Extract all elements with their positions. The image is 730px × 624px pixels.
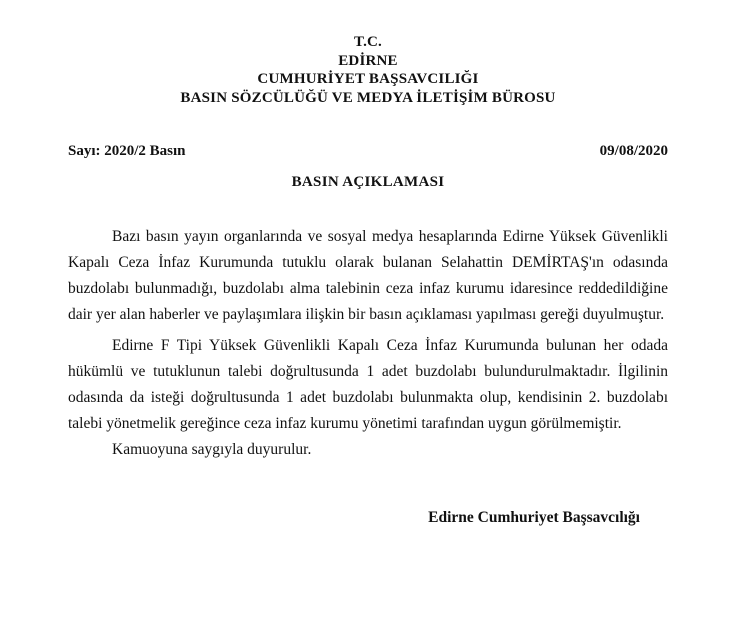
paragraph-explanation: Edirne F Tipi Yüksek Güvenlikli Kapalı Ceza İnfaz Kurumunda bulunan her odada hükümlü ve tutuklunun talebi doğrultusunda 1 adet buzdolabı bulundurulmaktadır. İlgilinin odasında da isteği doğrultusunda 1 adet buzdolabı bulunmakta olup, kendisinin 2. buzdolabı talebi yönetmelik gereğince ceza infaz kurumu yönetimi tarafından uygun görülmemiştir. (68, 337, 668, 432)
letterhead-line-office: CUMHURİYET BAŞSAVCILIĞI (257, 71, 479, 87)
closing-line: Kamuoyuna saygıyla duyurulur. (112, 441, 312, 458)
paragraph-intro: Bazı basın yayın organlarında ve sosyal medya hesaplarında Edirne Yüksek Güvenlikli Kapalı Ceza İnfaz Kurumunda tutuklu olarak bulanan Selahattin DEMİRTAŞ'ın odasında buzdolabı bulunmadığı, buzdolabı alma talebinin ceza infaz kurumu idaresince reddedildiğine dair yer alan haberler ve paylaşımlara ilişkin bir basın açıklaması yapılması gereği duyulmuştur. (68, 228, 668, 323)
document-number: Sayı: 2020/2 Basın (68, 143, 186, 159)
letterhead-line-tc: T.C. (353, 34, 383, 50)
letterhead-line-city: EDİRNE (338, 52, 398, 69)
document-date: 09/08/2020 (599, 143, 668, 159)
meta-row (68, 143, 668, 160)
letterhead-line-bureau: BASIN SÖZCÜLÜĞÜ VE MEDYA İLETİŞİM BÜROSU (180, 89, 556, 106)
signature-block: Edirne Cumhuriyet Başsavcılığı (428, 509, 640, 526)
document-title: BASIN AÇIKLAMASI (291, 174, 445, 190)
letterhead (68, 33, 668, 107)
